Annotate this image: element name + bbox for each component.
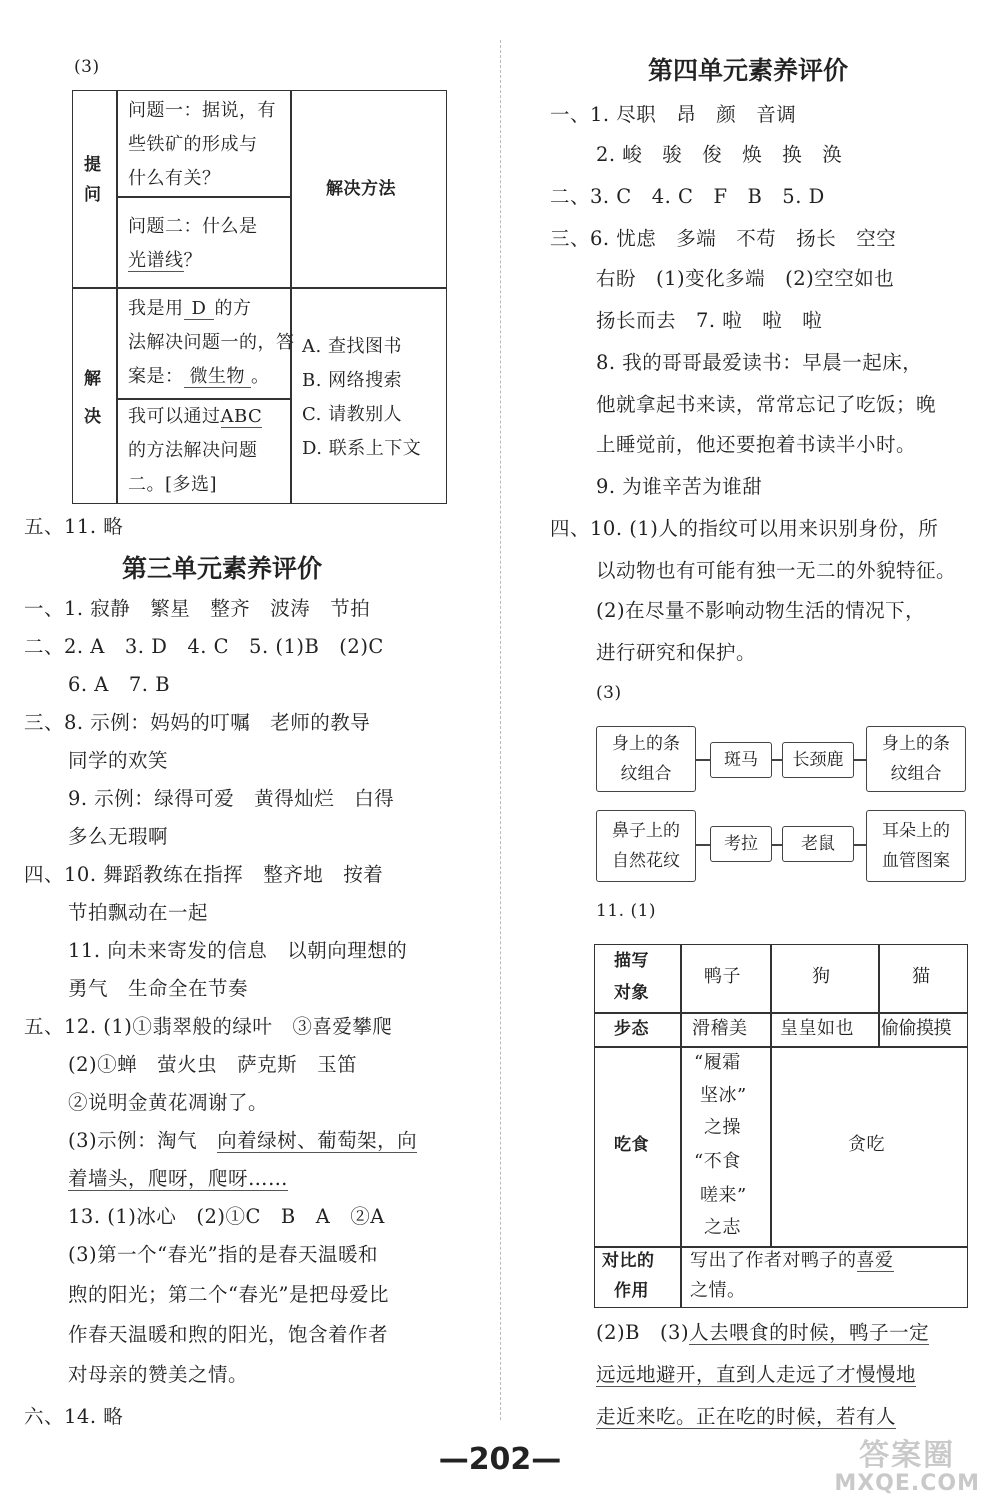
answer-line: 11. (1) bbox=[596, 901, 657, 921]
table-cell: 偷偷摸摸 bbox=[881, 1018, 951, 1039]
answer-line: 二、3. C 4. C F B 5. D bbox=[550, 185, 825, 208]
question-one-line: 问题一：据说，有 bbox=[128, 100, 276, 121]
table-header: 对象 bbox=[614, 983, 649, 1003]
answer-line: 节拍飘动在一起 bbox=[68, 901, 209, 924]
answer-line: ②说明金黄花凋谢了。 bbox=[68, 1091, 269, 1114]
answer-line: 他就拿起书来读，常常忘记了吃饭；晚 bbox=[596, 393, 937, 416]
answer-line: 13. (1)冰心 (2)①C B A ②A bbox=[68, 1205, 385, 1228]
diagram-box: 老鼠 bbox=[782, 826, 854, 862]
diagram-box: 耳朵上的 血管图案 bbox=[866, 810, 966, 882]
table-header: 吃食 bbox=[614, 1135, 649, 1155]
diagram-box: 鼻子上的 自然花纹 bbox=[596, 810, 696, 882]
table-cell: 贪吃 bbox=[848, 1134, 885, 1155]
table-header: 作用 bbox=[614, 1281, 649, 1301]
answer-line: (3)第一个“春光”指的是春天温暖和 bbox=[68, 1243, 379, 1266]
table-cell: 写出了作者对鸭子的喜爱 bbox=[690, 1250, 894, 1271]
answer-line: 一、1. 尽职 昂 颜 音调 bbox=[550, 103, 797, 126]
question-one-line: 些铁矿的形成与 bbox=[128, 134, 258, 155]
table-cell: 鸭子 bbox=[704, 966, 741, 987]
answer-line: 五、11. 略 bbox=[24, 515, 124, 538]
answer-line: 9. 示例：绿得可爱 黄得灿烂 白得 bbox=[68, 787, 395, 810]
watermark: 答案圈 MXQE.COM bbox=[834, 1438, 980, 1494]
answer-line: 进行研究和保护。 bbox=[596, 641, 757, 664]
table-cell: 之情。 bbox=[690, 1280, 746, 1301]
table-cell: 滑稽美 bbox=[692, 1018, 748, 1039]
table-cell: 之志 bbox=[704, 1217, 741, 1238]
answer-line: 远远地避开，直到人走远了才慢慢地 bbox=[596, 1363, 917, 1386]
row-header-solve: 解决 bbox=[84, 369, 102, 427]
answer-line: (2)B (3)人去喂食的时候，鸭子一定 bbox=[596, 1321, 930, 1344]
answer-line: (2)①蝉 萤火虫 萨克斯 玉笛 bbox=[68, 1053, 358, 1076]
column-divider bbox=[500, 40, 501, 1420]
table-header: 描写 bbox=[614, 951, 649, 971]
answer-line: 走近来吃。正在吃的时候，若有人 bbox=[596, 1405, 897, 1428]
answer-line: (3)示例：淘气 向着绿树、葡萄架，向 bbox=[68, 1129, 418, 1152]
table-cell: “不食 bbox=[694, 1151, 741, 1172]
solution-one-line: 法解决问题一的，答 bbox=[128, 332, 295, 353]
answer-line: 三、6. 忧虑 多端 不苟 扬长 空空 bbox=[550, 227, 897, 250]
answer-line: 6. A 7. B bbox=[68, 673, 171, 696]
answer-line: 六、14. 略 bbox=[24, 1405, 124, 1428]
method-option: A. 查找图书 bbox=[302, 336, 402, 357]
answer-line: 右盼 (1)变化多端 (2)空空如也 bbox=[596, 267, 895, 290]
table-header: 对比的 bbox=[602, 1251, 655, 1271]
page-number: —202— bbox=[438, 1442, 562, 1477]
answer-line: 二、2. A 3. D 4. C 5. (1)B (2)C bbox=[24, 635, 384, 658]
diagram-box: 长颈鹿 bbox=[782, 742, 854, 778]
row-header-ask: 提问 bbox=[84, 155, 102, 205]
solution-one-line: 我是用 D 的方 bbox=[128, 298, 252, 319]
answer-line: 作春天温暖和煦的阳光，饱含着作者 bbox=[68, 1323, 389, 1346]
answer-line: 2. 峻 骏 俊 焕 换 涣 bbox=[596, 143, 843, 166]
method-option: D. 联系上下文 bbox=[302, 438, 422, 459]
answer-line: (3) bbox=[596, 683, 622, 703]
answer-line: 一、1. 寂静 繁星 整齐 波涛 节拍 bbox=[24, 597, 371, 620]
answer-line: 上睡觉前，他还要抱着书读半小时。 bbox=[596, 433, 917, 456]
section-title-unit-4: 第四单元素养评价 bbox=[648, 56, 849, 85]
question-label: (3) bbox=[74, 57, 100, 77]
table-cell: 之操 bbox=[704, 1117, 741, 1138]
method-header: 解决方法 bbox=[326, 179, 396, 199]
answer-line: (2)在尽量不影响动物生活的情况下， bbox=[596, 599, 926, 622]
answer-line: 对母亲的赞美之情。 bbox=[68, 1363, 249, 1386]
table-cell: 坚冰” bbox=[700, 1085, 747, 1106]
answer-line: 同学的欢笑 bbox=[68, 749, 169, 772]
table-header: 步态 bbox=[614, 1019, 649, 1039]
solution-two-line: 二。[多选] bbox=[128, 474, 218, 495]
diagram-box: 斑马 bbox=[710, 742, 772, 778]
answer-line: 煦的阳光；第二个“春光”是把母爱比 bbox=[68, 1283, 389, 1306]
answer-line: 11. 向未来寄发的信息 以朝向理想的 bbox=[68, 939, 408, 962]
answer-line: 以动物也有可能有独一无二的外貌特征。 bbox=[596, 559, 957, 582]
question-two-line: 光谱线？ bbox=[128, 250, 202, 271]
table-cell: 猫 bbox=[912, 966, 931, 987]
answer-line: 扬长而去 7. 啦 啦 啦 bbox=[596, 309, 823, 332]
answer-line: 三、8. 示例：妈妈的叮嘱 老师的教导 bbox=[24, 711, 371, 734]
answer-line: 着墙头，爬呀，爬呀…… bbox=[68, 1167, 289, 1190]
solution-two-line: 我可以通过ABC bbox=[128, 406, 263, 427]
method-option: B. 网络搜索 bbox=[302, 370, 403, 391]
answer-line: 四、10. 舞蹈教练在指挥 整齐地 按着 bbox=[24, 863, 384, 886]
answer-line: 多么无瑕啊 bbox=[68, 825, 169, 848]
answer-line: 8. 我的哥哥最爱读书：早晨一起床， bbox=[596, 351, 923, 374]
section-title-unit-3: 第三单元素养评价 bbox=[122, 554, 323, 583]
question-two-line: 问题二：什么是 bbox=[128, 216, 258, 237]
table-cell: “履霜 bbox=[694, 1052, 741, 1073]
diagram-box: 考拉 bbox=[710, 826, 772, 862]
question-one-line: 什么有关？ bbox=[128, 168, 221, 189]
diagram-box: 身上的条 纹组合 bbox=[596, 726, 696, 792]
diagram-box: 身上的条 纹组合 bbox=[866, 726, 966, 792]
table-cell: 狗 bbox=[812, 966, 831, 987]
answer-line: 五、12. (1)①翡翠般的绿叶 ③喜爱攀爬 bbox=[24, 1015, 393, 1038]
answer-line: 勇气 生命全在节奏 bbox=[68, 977, 249, 1000]
answer-line: 四、10. (1)人的指纹可以用来识别身份，所 bbox=[550, 517, 939, 540]
table-cell: 嗟来” bbox=[700, 1185, 747, 1206]
method-option: C. 请教别人 bbox=[302, 404, 403, 425]
solution-two-line: 的方法解决问题 bbox=[128, 440, 258, 461]
solution-one-line: 案是： 微生物 。 bbox=[128, 366, 270, 387]
table-cell: 皇皇如也 bbox=[780, 1018, 854, 1039]
answer-line: 9. 为谁辛苦为谁甜 bbox=[596, 475, 763, 498]
